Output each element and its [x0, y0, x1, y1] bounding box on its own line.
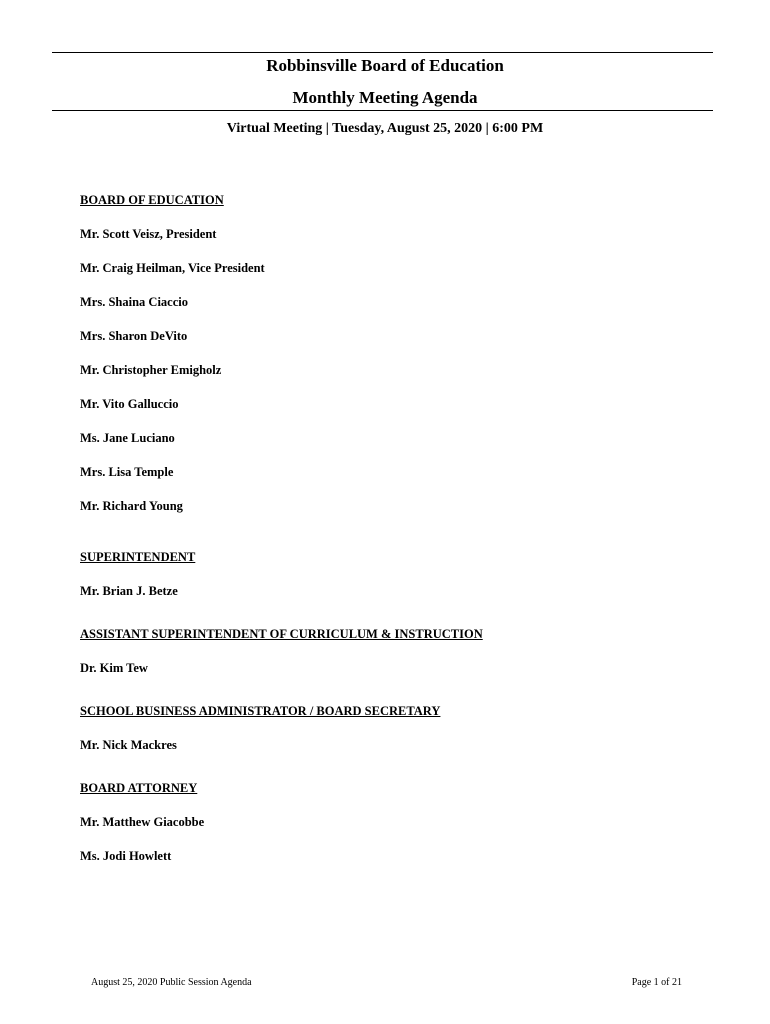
- superintendent-heading: SUPERINTENDENT: [80, 550, 196, 564]
- assistant-superintendent-name: Dr. Kim Tew: [80, 661, 148, 675]
- board-member: Mrs. Shaina Ciaccio: [80, 295, 188, 309]
- footer-document-label: August 25, 2020 Public Session Agenda: [91, 977, 252, 988]
- board-heading: BOARD OF EDUCATION: [80, 193, 224, 207]
- attorney-name: Ms. Jodi Howlett: [80, 849, 172, 863]
- board-member: Mr. Craig Heilman, Vice President: [80, 261, 265, 275]
- attorney-name: Mr. Matthew Giacobbe: [80, 815, 205, 829]
- board-member: Ms. Jane Luciano: [80, 431, 175, 445]
- board-member: Mr. Scott Veisz, President: [80, 227, 217, 241]
- business-administrator-heading: SCHOOL BUSINESS ADMINISTRATOR / BOARD SECRETARY: [80, 704, 441, 718]
- document-subtitle: Monthly Meeting Agenda: [292, 88, 478, 107]
- header-rule: [52, 110, 713, 111]
- assistant-superintendent-heading: ASSISTANT SUPERINTENDENT OF CURRICULUM & INSTRUCTION: [80, 627, 483, 641]
- business-administrator-name: Mr. Nick Mackres: [80, 738, 177, 752]
- superintendent-name: Mr. Brian J. Betze: [80, 584, 178, 598]
- attorney-heading: BOARD ATTORNEY: [80, 781, 198, 795]
- board-member: Mr. Richard Young: [80, 499, 183, 513]
- top-rule: [52, 52, 713, 53]
- board-member: Mrs. Lisa Temple: [80, 465, 174, 479]
- board-member: Mr. Vito Galluccio: [80, 397, 179, 411]
- board-member: Mr. Christopher Emigholz: [80, 363, 222, 377]
- meeting-info: Virtual Meeting | Tuesday, August 25, 2020 | 6:00 PM: [226, 121, 544, 136]
- board-member: Mrs. Sharon DeVito: [80, 329, 188, 343]
- footer-page-number: Page 1 of 21: [631, 977, 682, 988]
- document-title: Robbinsville Board of Education: [266, 56, 504, 75]
